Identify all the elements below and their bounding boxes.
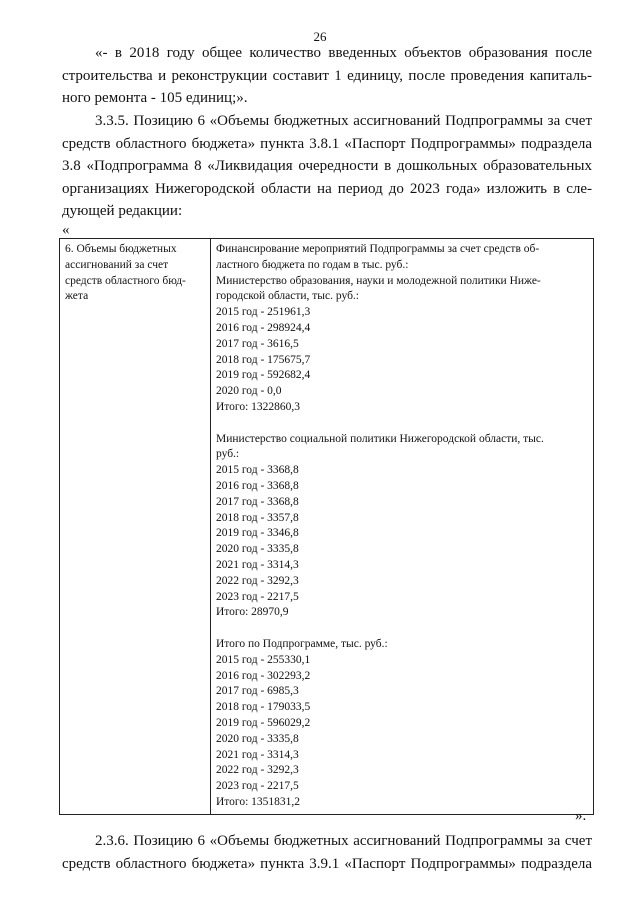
text-line: строительства и реконструкции составит 1 единицу, после проведения капиталь-	[62, 67, 592, 84]
total-line: Итого: 1322860,3	[216, 400, 301, 413]
year-line: 2020 год - 0,0	[216, 385, 282, 398]
year-line: 2016 год - 302293,2	[216, 669, 311, 682]
group-header-line: Итого по Подпрограмме, тыс. руб.:	[216, 637, 388, 650]
year-line: 2018 год - 179033,5	[216, 701, 311, 714]
text-line: ного ремонта - 105 единиц;».	[62, 90, 248, 106]
intro-line: Министерство образования, науки и молодежной политики Ниже-	[216, 274, 541, 287]
year-line: 2016 год - 3368,8	[216, 479, 299, 492]
label-line: жета	[65, 290, 89, 303]
intro-line: Финансирование мероприятий Подпрограммы за счет средств об-	[216, 243, 540, 255]
text-line: 2.3.6. Позицию 6 «Объемы бюджетных ассигнований Подпрограммы за счет	[95, 833, 592, 849]
passport-table	[59, 238, 594, 815]
page-number: 26	[313, 29, 327, 44]
year-line: 2023 год - 2217,5	[216, 780, 299, 793]
text-line: организациях Нижегородской области на период до 2023 года» изложить в сле-	[62, 180, 592, 197]
group-header-line: руб.:	[216, 448, 240, 461]
year-line: 2019 год - 3346,8	[216, 527, 299, 540]
year-line: 2017 год - 3616,5	[216, 337, 299, 350]
label-line: 6. Объемы бюджетных	[65, 243, 177, 255]
text-line: 3.3.5. Позицию 6 «Объемы бюджетных ассигнований Подпрограммы за счет	[95, 113, 592, 129]
opening-quote: «	[62, 222, 70, 238]
year-line: 2021 год - 3314,3	[216, 558, 299, 571]
total-line: Итого: 28970,9	[216, 606, 289, 619]
intro-line: городской области, тыс. руб.:	[216, 290, 360, 303]
label-line: ассигнований за счет	[65, 258, 169, 271]
year-line: 2023 год - 2217,5	[216, 590, 299, 603]
year-line: 2018 год - 3357,8	[216, 511, 299, 524]
intro-line: ластного бюджета по годам в тыс. руб.:	[216, 258, 409, 271]
year-line: 2022 год - 3292,3	[216, 764, 299, 777]
position-label-cell	[60, 239, 211, 815]
spacer	[216, 416, 588, 432]
year-line: 2019 год - 596029,2	[216, 716, 311, 729]
closing-quote: ».	[575, 808, 587, 824]
year-line: 2017 год - 6985,3	[216, 685, 299, 698]
table-row	[60, 239, 594, 815]
year-line: 2018 год - 175675,7	[216, 353, 311, 366]
year-line: 2017 год - 3368,8	[216, 495, 299, 508]
paragraph-3-3-5	[62, 110, 592, 223]
text-line: дующей редакции:	[62, 203, 183, 219]
label-line: средств областного бюд-	[65, 274, 186, 287]
text-line: средств областного бюджета» пункта 3.8.1 «Паспорт Подпрограммы» подраздела	[62, 135, 592, 152]
group-header-line: Министерство социальной политики Нижегородской области, тыс.	[216, 432, 544, 445]
text-line: «- в 2018 году общее количество введенных объектов образования после	[95, 45, 592, 61]
year-line: 2020 год - 3335,8	[216, 543, 299, 556]
year-line: 2015 год - 255330,1	[216, 653, 311, 666]
year-line: 2015 год - 251961,3	[216, 306, 311, 319]
text-line: 3.8 «Подпрограмма 8 «Ликвидация очередности в дошкольных образовательных	[62, 158, 592, 174]
spacer	[216, 621, 588, 637]
text-line: средств областного бюджета» пункта 3.9.1 «Паспорт Подпрограммы» подраздела	[62, 855, 592, 872]
year-line: 2021 год - 3314,3	[216, 748, 299, 761]
paragraph-2-3-6	[62, 830, 592, 875]
year-line: 2020 год - 3335,8	[216, 732, 299, 745]
funding-details-cell	[211, 239, 594, 815]
paragraph-objects-2018	[62, 42, 592, 110]
year-line: 2019 год - 592682,4	[216, 369, 311, 382]
year-line: 2022 год - 3292,3	[216, 574, 299, 587]
year-line: 2015 год - 3368,8	[216, 464, 299, 477]
year-line: 2016 год - 298924,4	[216, 321, 311, 334]
total-line: Итого: 1351831,2	[216, 795, 301, 808]
